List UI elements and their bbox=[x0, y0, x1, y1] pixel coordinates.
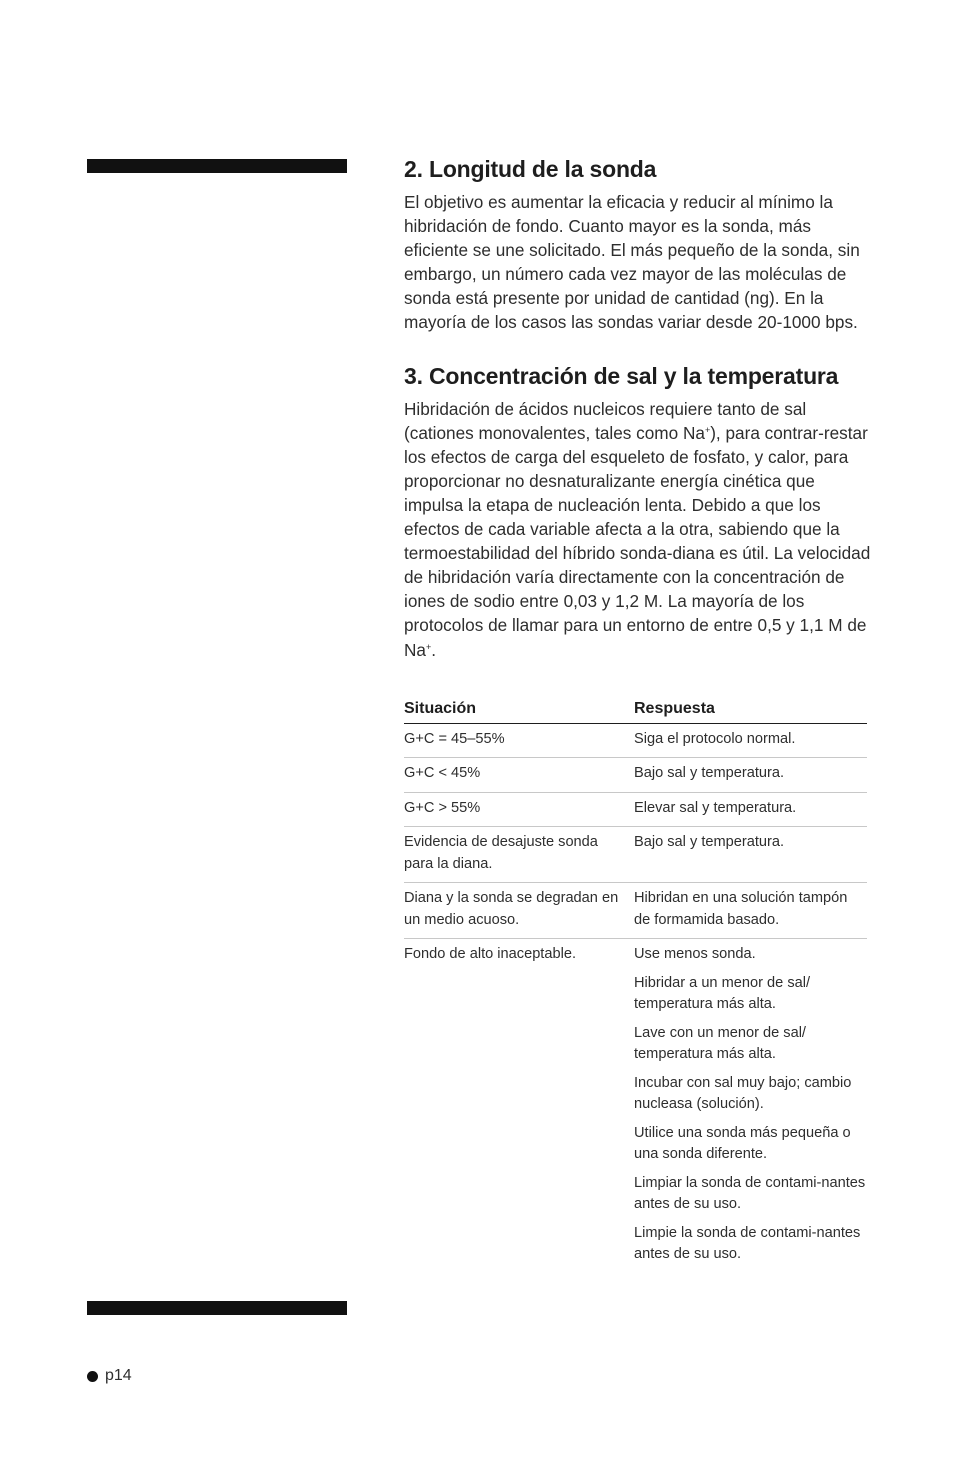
table-cell-response bbox=[634, 758, 867, 793]
main-content bbox=[404, 152, 874, 1273]
section-divider-bar-bottom bbox=[87, 1301, 347, 1315]
table-cell-situation: G+C > 55% bbox=[404, 792, 634, 827]
table-cell-situation: Evidencia de desajuste sonda para la diana. bbox=[404, 827, 634, 883]
bullet-dot-icon bbox=[87, 1371, 98, 1382]
response-item: Hibridar a un menor de sal/ temperatura más alta. bbox=[634, 974, 811, 1013]
table-row bbox=[404, 883, 867, 939]
table-cell-response bbox=[634, 723, 867, 758]
table-cell-response bbox=[634, 792, 867, 827]
response-item: Elevar sal y temperatura. bbox=[634, 799, 797, 816]
table-row bbox=[404, 827, 867, 883]
table-header-response: Respuesta bbox=[634, 698, 867, 724]
body-text-part: . bbox=[431, 639, 437, 660]
response-item: Use menos sonda. bbox=[634, 946, 756, 963]
table-row bbox=[404, 758, 867, 793]
response-item: Utilice una sonda más pequeña o una sonda diferente. bbox=[634, 1124, 851, 1163]
table-row bbox=[404, 939, 867, 1273]
section-body-probe-length: El objetivo es aumentar la eficacia y reducir al mínimo la hibridación de fondo. Cuanto mayor es la sonda, más eficiente se une solicitado. El más pequeño de la sonda, sin embargo, un número cada vez mayor de las moléculas de sonda está presente por unidad de cantidad (ng). En la mayoría de los casos las sondas variar desde 20-1000 bps. bbox=[404, 192, 860, 333]
response-item: Bajo sal y temperatura. bbox=[634, 834, 785, 851]
section-body-salt-temperature bbox=[404, 397, 874, 662]
table-cell-situation: G+C < 45% bbox=[404, 758, 634, 793]
page-number: p14 bbox=[105, 1367, 132, 1384]
response-item: Incubar con sal muy bajo; cambio nucleasa (solución). bbox=[634, 1074, 852, 1113]
response-table bbox=[404, 698, 867, 1273]
section-heading-probe-length: 2. Longitud de la sonda bbox=[404, 156, 657, 182]
table-header-row bbox=[404, 698, 867, 724]
table-row bbox=[404, 792, 867, 827]
table-cell-situation: Fondo de alto inaceptable. bbox=[404, 946, 577, 963]
superscript-plus: + bbox=[425, 641, 432, 652]
body-text-part: ), para contrar-restar los efectos de carga del esqueleto de fosfato, y calor, para proporcionar no desnaturalizante energía cinética que impulsa la etapa de nucleación lenta. Debido a que los efectos de cada variable afecta a la otra, sabiendo que la termoestabilidad del híbrido sonda-diana es útil. La velocidad de hibridación varía directamente con la concentración de iones de sodio entre 0,03 y 1,2 M. La mayoría de los protocolos de llamar para un entorno de entre 0,5 y 1,1 M de Na bbox=[404, 422, 871, 660]
table-cell-situation: G+C = 45–55% bbox=[404, 723, 634, 758]
table-body bbox=[404, 723, 867, 1273]
table-cell-situation: Diana y la sonda se degradan en un medio acuoso. bbox=[404, 883, 634, 939]
section-divider-bar-top bbox=[87, 159, 347, 173]
body-text-part: Hibridación de ácidos nucleicos requiere tanto de sal (cationes monovalentes, tales como Na bbox=[404, 398, 807, 443]
response-item: Limpiar la sonda de contami-nantes antes de su uso. bbox=[634, 1174, 866, 1213]
response-item: Siga el protocolo normal. bbox=[634, 730, 796, 747]
page-footer bbox=[87, 1367, 132, 1385]
table-row bbox=[404, 723, 867, 758]
response-item: Bajo sal y temperatura. bbox=[634, 765, 785, 782]
superscript-plus: + bbox=[704, 424, 711, 435]
table-cell-response bbox=[634, 939, 867, 1273]
section-heading-salt-temperature: 3. Concentración de sal y la temperatura bbox=[404, 362, 839, 389]
response-item: Hibridan en una solución tampón de formamida basado. bbox=[634, 890, 848, 928]
table-cell-response bbox=[634, 827, 867, 883]
table-cell-response bbox=[634, 883, 867, 939]
response-item: Limpie la sonda de contami-nantes antes de su uso. bbox=[634, 1224, 861, 1263]
response-item: Lave con un menor de sal/ temperatura más alta. bbox=[634, 1024, 806, 1063]
table-header-situation: Situación bbox=[404, 698, 634, 724]
